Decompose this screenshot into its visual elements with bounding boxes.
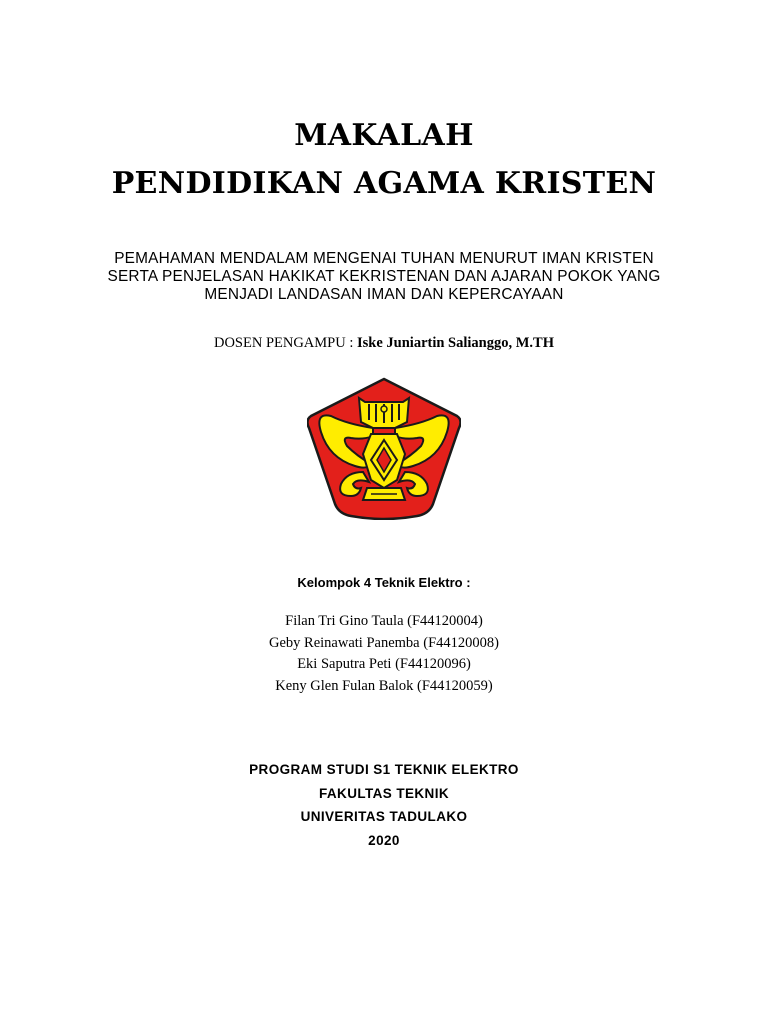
study-program: PROGRAM STUDI S1 TEKNIK ELEKTRO bbox=[249, 762, 519, 777]
subtitle-line: MENJADI LANDASAN IMAN DAN KEPERCAYAAN bbox=[204, 286, 564, 303]
institution-footer bbox=[0, 758, 768, 852]
lecturer-line bbox=[0, 334, 768, 352]
document-year: 2020 bbox=[368, 832, 400, 848]
member-item: Filan Tri Gino Taula (F44120004) bbox=[285, 613, 483, 629]
course-title: PENDIDIKAN AGAMA KRISTEN bbox=[111, 166, 657, 201]
subtitle-line: PEMAHAMAN MENDALAM MENGENAI TUHAN MENURUT IMAN KRISTEN bbox=[114, 250, 654, 267]
subtitle-line: SERTA PENJELASAN HAKIKAT KEKRISTENAN DAN AJARAN POKOK YANG bbox=[107, 268, 661, 285]
document-title: MAKALAH bbox=[294, 118, 474, 153]
group-title: Kelompok 4 Teknik Elektro : bbox=[297, 575, 471, 590]
member-item: Eki Saputra Peti (F44120096) bbox=[297, 656, 471, 672]
university-name: UNIVERITAS TADULAKO bbox=[300, 809, 468, 824]
faculty-name: FAKULTAS TEKNIK bbox=[319, 785, 449, 801]
university-logo-icon bbox=[307, 376, 461, 520]
member-item: Geby Reinawati Panemba (F44120008) bbox=[269, 634, 499, 651]
lecturer-name: Iske Juniartin Salianggo, M.TH bbox=[357, 335, 554, 351]
member-item: Keny Glen Fulan Balok (F44120059) bbox=[275, 677, 493, 694]
paper-subtitle bbox=[84, 250, 684, 304]
title-block bbox=[0, 112, 768, 208]
member-list bbox=[0, 611, 768, 697]
lecturer-label: DOSEN PENGAMPU : bbox=[213, 335, 357, 351]
